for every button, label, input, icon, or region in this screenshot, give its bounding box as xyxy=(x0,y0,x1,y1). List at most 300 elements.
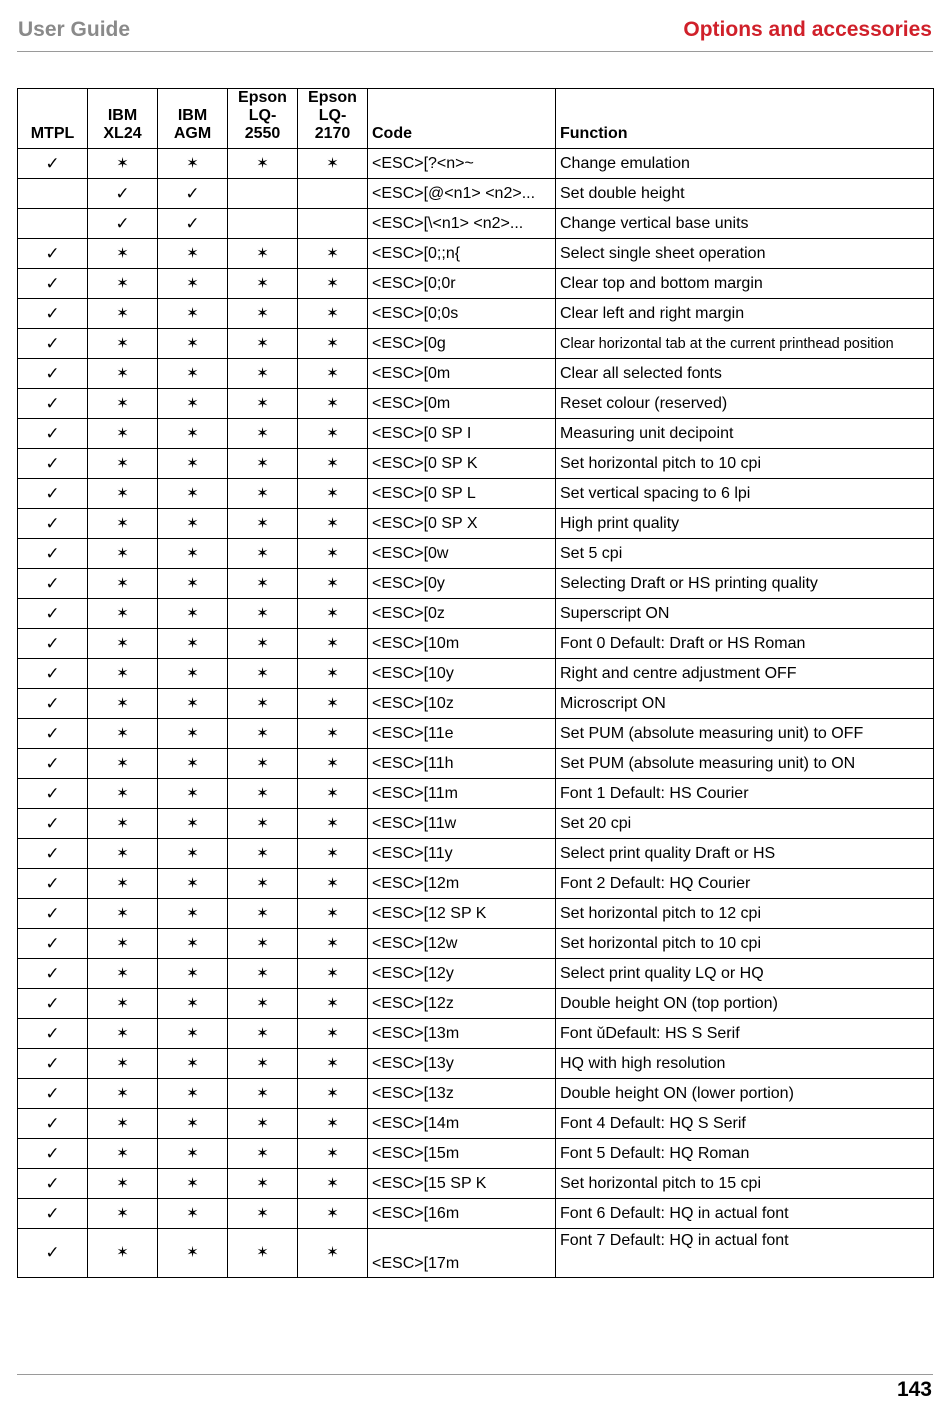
star-icon: ✶ xyxy=(298,959,368,989)
star-icon: ✶ xyxy=(228,659,298,689)
code-cell: <ESC>[17m xyxy=(368,1229,556,1278)
col-header-label: LQ-2170 xyxy=(314,107,351,142)
star-icon: ✶ xyxy=(158,419,228,449)
checkmark-icon: ✓ xyxy=(18,329,88,359)
col-header-ibm-xl24 xyxy=(88,89,158,149)
checkmark-icon: ✓ xyxy=(18,629,88,659)
table-row xyxy=(18,809,934,839)
star-icon: ✶ xyxy=(298,809,368,839)
code-cell: <ESC>[11e xyxy=(368,719,556,749)
star-icon: ✶ xyxy=(228,1049,298,1079)
code-cell: <ESC>[12y xyxy=(368,959,556,989)
table-row xyxy=(18,959,934,989)
star-icon: ✶ xyxy=(298,899,368,929)
code-cell: <ESC>[11h xyxy=(368,749,556,779)
command-table xyxy=(17,88,934,1278)
star-icon: ✶ xyxy=(228,689,298,719)
table-row xyxy=(18,569,934,599)
code-cell: <ESC>[12m xyxy=(368,869,556,899)
star-icon: ✶ xyxy=(158,389,228,419)
checkmark-icon: ✓ xyxy=(18,719,88,749)
table-row xyxy=(18,929,934,959)
table-row xyxy=(18,1049,934,1079)
code-cell: <ESC>[12 SP K xyxy=(368,899,556,929)
function-cell: Set vertical spacing to 6 lpi xyxy=(556,479,934,509)
table-row xyxy=(18,359,934,389)
col-header-mtpl xyxy=(18,89,88,149)
star-icon: ✶ xyxy=(228,719,298,749)
table-row xyxy=(18,899,934,929)
code-cell: <ESC>[13z xyxy=(368,1079,556,1109)
checkmark-icon: ✓ xyxy=(18,1109,88,1139)
checkmark-icon: ✓ xyxy=(18,779,88,809)
star-icon: ✶ xyxy=(298,1199,368,1229)
star-icon: ✶ xyxy=(158,1019,228,1049)
code-cell: <ESC>[15 SP K xyxy=(368,1169,556,1199)
checkmark-icon: ✓ xyxy=(18,449,88,479)
star-icon: ✶ xyxy=(88,719,158,749)
checkmark-icon: ✓ xyxy=(18,359,88,389)
star-icon: ✶ xyxy=(298,449,368,479)
star-icon: ✶ xyxy=(88,359,158,389)
star-icon: ✶ xyxy=(88,419,158,449)
col-header-label: LQ-2550 xyxy=(244,107,281,142)
star-icon: ✶ xyxy=(88,269,158,299)
star-icon: ✶ xyxy=(88,1139,158,1169)
checkmark-icon: ✓ xyxy=(18,1169,88,1199)
function-cell: Clear left and right margin xyxy=(556,299,934,329)
star-icon: ✶ xyxy=(88,869,158,899)
star-icon: ✶ xyxy=(88,959,158,989)
checkmark-icon: ✓ xyxy=(18,539,88,569)
star-icon: ✶ xyxy=(298,509,368,539)
star-icon: ✶ xyxy=(158,1229,228,1278)
star-icon: ✶ xyxy=(158,929,228,959)
star-icon: ✶ xyxy=(228,1199,298,1229)
function-cell: Superscript ON xyxy=(556,599,934,629)
star-icon: ✶ xyxy=(228,959,298,989)
code-cell: <ESC>[16m xyxy=(368,1199,556,1229)
star-icon: ✶ xyxy=(228,239,298,269)
table-row xyxy=(18,1229,934,1278)
table-row xyxy=(18,479,934,509)
table-row xyxy=(18,419,934,449)
function-cell: High print quality xyxy=(556,509,934,539)
table-row xyxy=(18,1019,934,1049)
star-icon: ✶ xyxy=(298,539,368,569)
star-icon: ✶ xyxy=(158,599,228,629)
star-icon: ✶ xyxy=(158,449,228,479)
star-icon: ✶ xyxy=(228,149,298,179)
star-icon: ✶ xyxy=(158,1139,228,1169)
table-row xyxy=(18,449,934,479)
star-icon: ✶ xyxy=(88,299,158,329)
function-cell: Change emulation xyxy=(556,149,934,179)
star-icon: ✶ xyxy=(158,1169,228,1199)
star-icon: ✶ xyxy=(228,779,298,809)
star-icon: ✶ xyxy=(158,749,228,779)
code-cell: <ESC>[12z xyxy=(368,989,556,1019)
star-icon: ✶ xyxy=(298,419,368,449)
star-icon: ✶ xyxy=(228,1109,298,1139)
star-icon: ✶ xyxy=(228,359,298,389)
star-icon: ✶ xyxy=(88,1049,158,1079)
star-icon: ✶ xyxy=(228,809,298,839)
star-icon: ✶ xyxy=(298,1139,368,1169)
star-icon: ✶ xyxy=(158,869,228,899)
star-icon: ✶ xyxy=(298,1019,368,1049)
table-row xyxy=(18,299,934,329)
star-icon: ✶ xyxy=(298,149,368,179)
star-icon: ✶ xyxy=(298,779,368,809)
star-icon: ✶ xyxy=(158,269,228,299)
code-cell: <ESC>[0;;n{ xyxy=(368,239,556,269)
header-divider xyxy=(17,51,933,52)
star-icon: ✶ xyxy=(88,1079,158,1109)
star-icon: ✶ xyxy=(88,659,158,689)
table-row xyxy=(18,629,934,659)
table-row xyxy=(18,869,934,899)
function-cell: Set double height xyxy=(556,179,934,209)
star-icon: ✶ xyxy=(88,809,158,839)
code-cell: <ESC>[11y xyxy=(368,839,556,869)
function-cell: Font ǔDefault: HS S Serif xyxy=(556,1019,934,1049)
table-row xyxy=(18,1199,934,1229)
star-icon: ✶ xyxy=(158,689,228,719)
code-cell: <ESC>[11m xyxy=(368,779,556,809)
checkmark-icon: ✓ xyxy=(18,1199,88,1229)
checkmark-icon: ✓ xyxy=(18,389,88,419)
star-icon: ✶ xyxy=(158,809,228,839)
star-icon: ✶ xyxy=(88,989,158,1019)
star-icon: ✶ xyxy=(88,239,158,269)
function-cell: Clear horizontal tab at the current printhead position xyxy=(556,329,934,359)
col-header-label: AGM xyxy=(173,125,212,142)
function-cell: Set PUM (absolute measuring unit) to ON xyxy=(556,749,934,779)
code-cell: <ESC>[0 SP X xyxy=(368,509,556,539)
star-icon: ✶ xyxy=(298,479,368,509)
checkmark-icon: ✓ xyxy=(18,269,88,299)
star-icon: ✶ xyxy=(88,1199,158,1229)
table-row xyxy=(18,149,934,179)
function-cell: Set PUM (absolute measuring unit) to OFF xyxy=(556,719,934,749)
col-header-label: Epson xyxy=(238,89,287,106)
checkmark-icon: ✓ xyxy=(158,179,228,209)
function-cell: Clear top and bottom margin xyxy=(556,269,934,299)
star-icon: ✶ xyxy=(228,569,298,599)
checkmark-icon: ✓ xyxy=(18,659,88,689)
star-icon: ✶ xyxy=(298,1049,368,1079)
empty-cell-mtpl xyxy=(18,209,88,239)
star-icon: ✶ xyxy=(158,839,228,869)
star-icon: ✶ xyxy=(88,929,158,959)
function-cell: Font 6 Default: HQ in actual font xyxy=(556,1199,934,1229)
star-icon: ✶ xyxy=(158,569,228,599)
star-icon: ✶ xyxy=(158,329,228,359)
code-cell: <ESC>[?<n>~ xyxy=(368,149,556,179)
code-cell: <ESC>[0 SP L xyxy=(368,479,556,509)
table-row xyxy=(18,1079,934,1109)
checkmark-icon: ✓ xyxy=(18,149,88,179)
star-icon: ✶ xyxy=(298,1109,368,1139)
function-cell: Font 7 Default: HQ in actual font xyxy=(556,1229,934,1278)
function-cell: Set horizontal pitch to 12 cpi xyxy=(556,899,934,929)
col-header-label: IBM xyxy=(107,107,138,124)
code-cell: <ESC>[10z xyxy=(368,689,556,719)
function-cell: Set horizontal pitch to 10 cpi xyxy=(556,449,934,479)
table-header-row xyxy=(18,89,934,149)
star-icon: ✶ xyxy=(228,629,298,659)
star-icon: ✶ xyxy=(88,1109,158,1139)
table-row xyxy=(18,989,934,1019)
function-cell: Measuring unit decipoint xyxy=(556,419,934,449)
function-cell: Double height ON (lower portion) xyxy=(556,1079,934,1109)
checkmark-icon: ✓ xyxy=(18,299,88,329)
code-cell: <ESC>[11w xyxy=(368,809,556,839)
table-row xyxy=(18,659,934,689)
function-cell: Change vertical base units xyxy=(556,209,934,239)
function-cell: Font 1 Default: HS Courier xyxy=(556,779,934,809)
checkmark-icon: ✓ xyxy=(18,959,88,989)
star-icon: ✶ xyxy=(88,149,158,179)
star-icon: ✶ xyxy=(298,869,368,899)
checkmark-icon: ✓ xyxy=(18,809,88,839)
checkmark-icon: ✓ xyxy=(18,239,88,269)
star-icon: ✶ xyxy=(158,479,228,509)
table-row xyxy=(18,179,934,209)
star-icon: ✶ xyxy=(298,329,368,359)
star-icon: ✶ xyxy=(88,599,158,629)
checkmark-icon: ✓ xyxy=(18,929,88,959)
star-icon: ✶ xyxy=(228,1169,298,1199)
function-cell: HQ with high resolution xyxy=(556,1049,934,1079)
table-row xyxy=(18,779,934,809)
empty-cell-epson-lq2170 xyxy=(298,209,368,239)
star-icon: ✶ xyxy=(298,1229,368,1278)
checkmark-icon: ✓ xyxy=(18,509,88,539)
checkmark-icon: ✓ xyxy=(18,419,88,449)
code-cell: <ESC>[13y xyxy=(368,1049,556,1079)
page-number: 143 xyxy=(896,1378,932,1401)
star-icon: ✶ xyxy=(88,1229,158,1278)
function-cell: Select single sheet operation xyxy=(556,239,934,269)
table-row xyxy=(18,209,934,239)
star-icon: ✶ xyxy=(228,989,298,1019)
empty-cell-epson-lq2550 xyxy=(228,179,298,209)
checkmark-icon: ✓ xyxy=(18,1019,88,1049)
code-cell: <ESC>[@<n1> <n2>... xyxy=(368,179,556,209)
table-row xyxy=(18,239,934,269)
col-header-label: Code xyxy=(372,125,412,142)
code-cell: <ESC>[0y xyxy=(368,569,556,599)
star-icon: ✶ xyxy=(228,1079,298,1109)
col-header-epson-lq2550 xyxy=(228,89,298,149)
star-icon: ✶ xyxy=(88,629,158,659)
star-icon: ✶ xyxy=(298,719,368,749)
star-icon: ✶ xyxy=(158,659,228,689)
star-icon: ✶ xyxy=(158,1109,228,1139)
star-icon: ✶ xyxy=(158,629,228,659)
star-icon: ✶ xyxy=(228,839,298,869)
star-icon: ✶ xyxy=(158,299,228,329)
checkmark-icon: ✓ xyxy=(88,209,158,239)
table-row xyxy=(18,389,934,419)
table-row xyxy=(18,689,934,719)
star-icon: ✶ xyxy=(228,1229,298,1278)
table-row xyxy=(18,719,934,749)
checkmark-icon: ✓ xyxy=(18,569,88,599)
code-cell: <ESC>[13m xyxy=(368,1019,556,1049)
col-header-ibm-agm xyxy=(158,89,228,149)
star-icon: ✶ xyxy=(228,899,298,929)
function-cell: Right and centre adjustment OFF xyxy=(556,659,934,689)
col-header-label: Function xyxy=(560,125,628,142)
star-icon: ✶ xyxy=(228,479,298,509)
col-header-label: Epson xyxy=(308,89,357,106)
star-icon: ✶ xyxy=(298,629,368,659)
checkmark-icon: ✓ xyxy=(18,1229,88,1278)
star-icon: ✶ xyxy=(298,659,368,689)
function-cell: Set 20 cpi xyxy=(556,809,934,839)
table-row xyxy=(18,749,934,779)
star-icon: ✶ xyxy=(298,1169,368,1199)
checkmark-icon: ✓ xyxy=(18,839,88,869)
checkmark-icon: ✓ xyxy=(18,899,88,929)
star-icon: ✶ xyxy=(158,959,228,989)
star-icon: ✶ xyxy=(228,449,298,479)
col-header-function xyxy=(556,89,934,149)
code-cell: <ESC>[0m xyxy=(368,389,556,419)
star-icon: ✶ xyxy=(298,359,368,389)
star-icon: ✶ xyxy=(228,1139,298,1169)
checkmark-icon: ✓ xyxy=(18,1139,88,1169)
star-icon: ✶ xyxy=(228,1019,298,1049)
star-icon: ✶ xyxy=(228,749,298,779)
table-row xyxy=(18,269,934,299)
star-icon: ✶ xyxy=(158,1049,228,1079)
function-cell: Clear all selected fonts xyxy=(556,359,934,389)
table-row xyxy=(18,509,934,539)
code-cell: <ESC>[0 SP K xyxy=(368,449,556,479)
code-cell: <ESC>[10m xyxy=(368,629,556,659)
col-header-code xyxy=(368,89,556,149)
star-icon: ✶ xyxy=(228,869,298,899)
checkmark-icon: ✓ xyxy=(88,179,158,209)
function-cell: Reset colour (reserved) xyxy=(556,389,934,419)
star-icon: ✶ xyxy=(158,1199,228,1229)
star-icon: ✶ xyxy=(298,749,368,779)
star-icon: ✶ xyxy=(228,299,298,329)
star-icon: ✶ xyxy=(88,509,158,539)
star-icon: ✶ xyxy=(88,749,158,779)
star-icon: ✶ xyxy=(88,389,158,419)
star-icon: ✶ xyxy=(158,989,228,1019)
section-title: Options and accessories xyxy=(683,18,932,41)
checkmark-icon: ✓ xyxy=(18,1049,88,1079)
col-header-epson-lq2170 xyxy=(298,89,368,149)
checkmark-icon: ✓ xyxy=(18,989,88,1019)
code-cell: <ESC>[\<n1> <n2>... xyxy=(368,209,556,239)
checkmark-icon: ✓ xyxy=(158,209,228,239)
star-icon: ✶ xyxy=(158,1079,228,1109)
star-icon: ✶ xyxy=(298,239,368,269)
star-icon: ✶ xyxy=(298,269,368,299)
table-row xyxy=(18,539,934,569)
star-icon: ✶ xyxy=(88,569,158,599)
table-row xyxy=(18,1109,934,1139)
checkmark-icon: ✓ xyxy=(18,599,88,629)
star-icon: ✶ xyxy=(228,929,298,959)
star-icon: ✶ xyxy=(298,599,368,629)
code-cell: <ESC>[10y xyxy=(368,659,556,689)
table-row xyxy=(18,329,934,359)
table-row xyxy=(18,839,934,869)
star-icon: ✶ xyxy=(228,539,298,569)
star-icon: ✶ xyxy=(88,899,158,929)
function-cell: Microscript ON xyxy=(556,689,934,719)
table-row xyxy=(18,1139,934,1169)
star-icon: ✶ xyxy=(298,929,368,959)
function-cell: Double height ON (top portion) xyxy=(556,989,934,1019)
col-header-label: XL24 xyxy=(103,125,142,142)
checkmark-icon: ✓ xyxy=(18,749,88,779)
star-icon: ✶ xyxy=(298,989,368,1019)
star-icon: ✶ xyxy=(88,539,158,569)
empty-cell-epson-lq2170 xyxy=(298,179,368,209)
star-icon: ✶ xyxy=(158,539,228,569)
star-icon: ✶ xyxy=(228,509,298,539)
footer-divider xyxy=(17,1374,933,1375)
star-icon: ✶ xyxy=(228,269,298,299)
star-icon: ✶ xyxy=(88,449,158,479)
code-cell: <ESC>[0;0r xyxy=(368,269,556,299)
star-icon: ✶ xyxy=(88,839,158,869)
code-cell: <ESC>[15m xyxy=(368,1139,556,1169)
function-cell: Set horizontal pitch to 10 cpi xyxy=(556,929,934,959)
star-icon: ✶ xyxy=(158,359,228,389)
checkmark-icon: ✓ xyxy=(18,869,88,899)
code-cell: <ESC>[0m xyxy=(368,359,556,389)
function-cell: Font 0 Default: Draft or HS Roman xyxy=(556,629,934,659)
star-icon: ✶ xyxy=(88,779,158,809)
star-icon: ✶ xyxy=(88,689,158,719)
star-icon: ✶ xyxy=(88,1019,158,1049)
star-icon: ✶ xyxy=(298,689,368,719)
function-cell: Font 2 Default: HQ Courier xyxy=(556,869,934,899)
star-icon: ✶ xyxy=(88,479,158,509)
empty-cell-mtpl xyxy=(18,179,88,209)
function-cell: Select print quality Draft or HS xyxy=(556,839,934,869)
table-row xyxy=(18,1169,934,1199)
star-icon: ✶ xyxy=(228,599,298,629)
function-cell: Font 4 Default: HQ S Serif xyxy=(556,1109,934,1139)
code-cell: <ESC>[0 SP I xyxy=(368,419,556,449)
star-icon: ✶ xyxy=(298,299,368,329)
checkmark-icon: ✓ xyxy=(18,479,88,509)
code-cell: <ESC>[0w xyxy=(368,539,556,569)
checkmark-icon: ✓ xyxy=(18,1079,88,1109)
star-icon: ✶ xyxy=(88,329,158,359)
function-cell: Set 5 cpi xyxy=(556,539,934,569)
document-title: User Guide xyxy=(18,18,131,41)
function-cell: Set horizontal pitch to 15 cpi xyxy=(556,1169,934,1199)
star-icon: ✶ xyxy=(298,569,368,599)
star-icon: ✶ xyxy=(298,839,368,869)
code-cell: <ESC>[0g xyxy=(368,329,556,359)
star-icon: ✶ xyxy=(228,389,298,419)
star-icon: ✶ xyxy=(158,509,228,539)
code-cell: <ESC>[14m xyxy=(368,1109,556,1139)
